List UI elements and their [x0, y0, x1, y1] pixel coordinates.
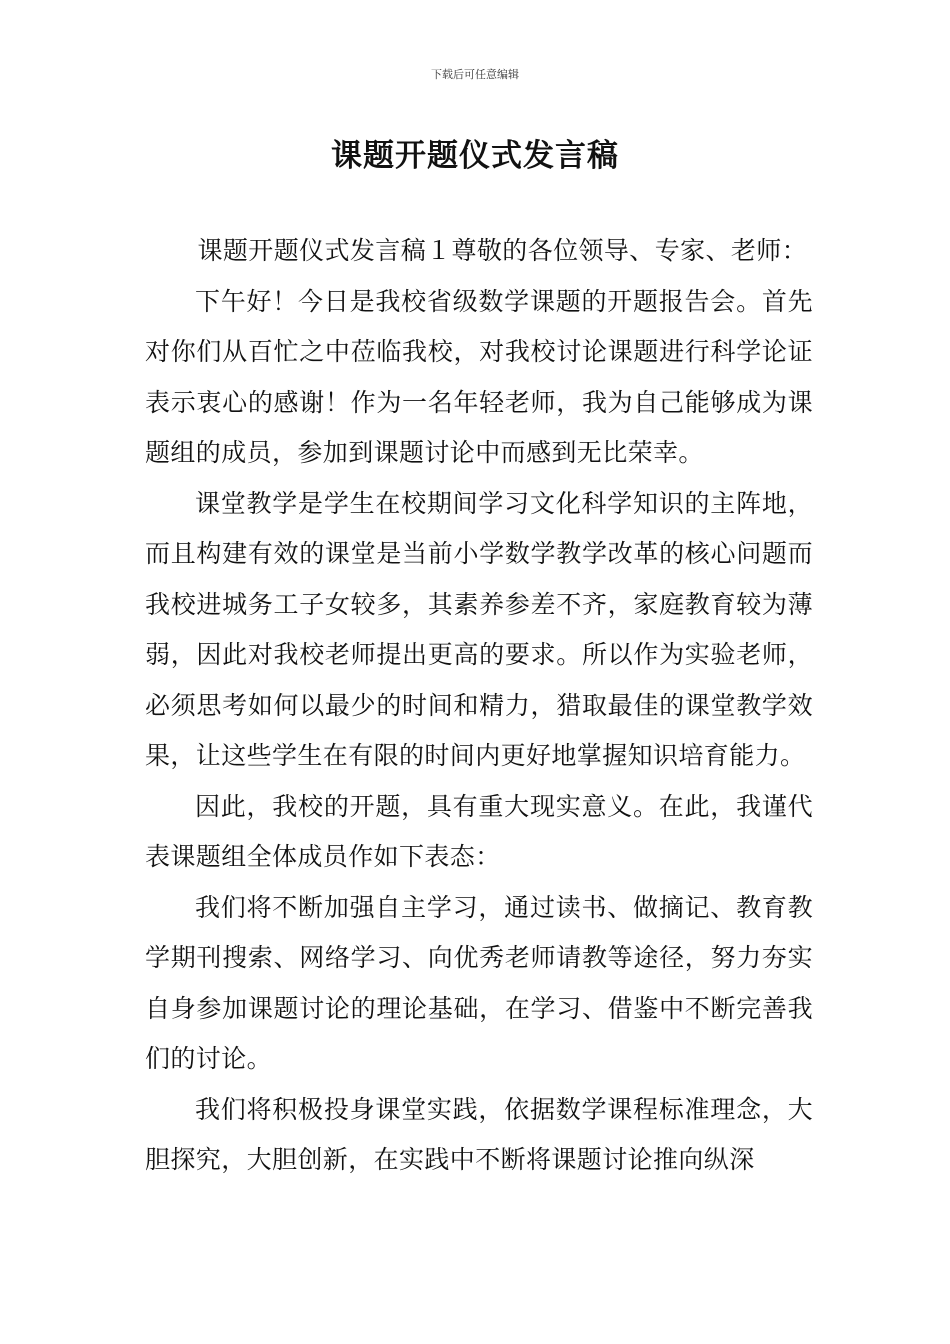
paragraph-significance: 因此，我校的开题，具有重大现实意义。在此，我谨代表课题组全体成员作如下表态： [145, 791, 813, 871]
document-body [145, 226, 813, 1186]
paragraph-salutation: 课题开题仪式发言稿１尊敬的各位领导、专家、老师： [197, 236, 808, 265]
paragraph-greeting: 下午好！今日是我校省级数学课题的开题报告会。首先对你们从百忙之中莅临我校，对我校讨论课题进行科学论证表示衷心的感谢！作为一名年轻老师，我为自己能够成为课题组的成员，参加到课题讨论中而感到无比荣幸。 [145, 286, 813, 467]
document-title: 课题开题仪式发言稿 [331, 138, 619, 174]
paragraph-self-study: 我们将不断加强自主学习，通过读书、做摘记、教育教学期刊搜索、网络学习、向优秀老师请教等途径，努力夯实自身参加课题讨论的理论基础，在学习、借鉴中不断完善我们的讨论。 [145, 892, 813, 1073]
paragraph-practice: 我们将积极投身课堂实践，依据数学课程标准理念，大胆探究，大胆创新，在实践中不断将课题讨论推向纵深 [145, 1094, 813, 1174]
header-note: 下载后可任意编辑 [431, 68, 519, 81]
paragraph-classroom-teaching: 课堂教学是学生在校期间学习文化科学知识的主阵地，而且构建有效的课堂是当前小学数学教学改革的核心问题而我校进城务工子女较多，其素养参差不齐，家庭教育较为薄弱，因此对我校老师提出更高的要求。所以作为实验老师，必须思考如何以最少的时间和精力，猎取最佳的课堂教学效果，让这些学生在有限的时间内更好地掌握知识培育能力。 [145, 488, 813, 770]
